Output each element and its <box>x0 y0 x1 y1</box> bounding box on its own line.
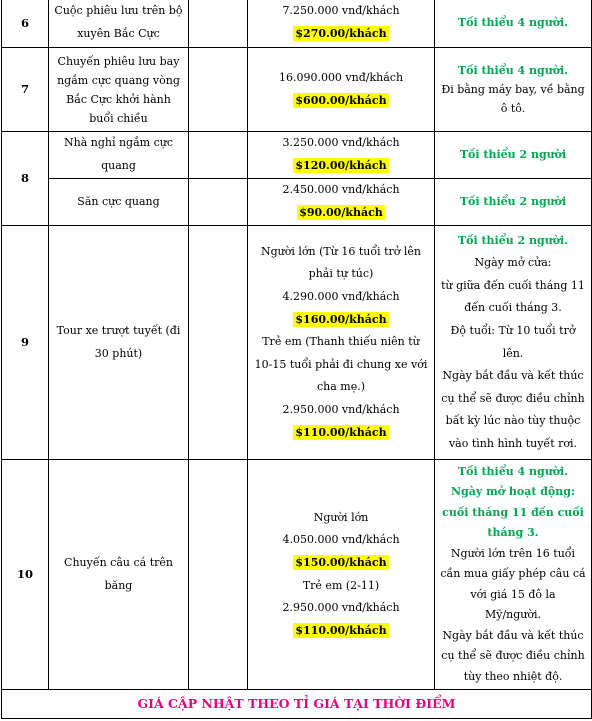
price-line: Trẻ em (2-11) <box>302 578 380 592</box>
tour-name-cell <box>49 460 189 690</box>
tour-name-line: Chuyến câu cá trên <box>64 555 173 569</box>
price-vnd: 2.950.000 vnđ/khách <box>282 402 400 416</box>
tour-name-line: buổi chiều <box>89 111 148 125</box>
note-cell <box>435 460 592 690</box>
tour-name-line: băng <box>104 578 133 592</box>
price-vnd: 7.250.000 vnđ/khách <box>282 4 400 18</box>
note-line: Độ tuổi: Từ 10 tuổi trở <box>450 323 576 337</box>
note-line: lên. <box>502 346 524 360</box>
tour-price-table <box>1 0 592 719</box>
empty-cell <box>189 179 248 226</box>
price-usd: $160.00/khách <box>295 312 387 326</box>
tour-name-line: Cuộc phiêu lưu trên bộ <box>54 4 183 18</box>
price-cell <box>248 460 435 690</box>
price-line: Người lớn <box>313 510 369 524</box>
note-cell <box>435 226 592 460</box>
note-line: vào tình hình tuyết rơi. <box>448 436 578 450</box>
tour-name-line: Tour xe trượt tuyết (đi <box>56 323 181 337</box>
price-cell <box>248 226 435 460</box>
tour-name-line: Chuyến phiêu lưu bay <box>57 54 180 68</box>
price-line: Trẻ em (Thanh thiếu niên từ <box>262 335 420 349</box>
note-cell <box>435 132 592 179</box>
note-line: cụ thể sẽ được điều chỉnh <box>441 649 585 663</box>
note-line: Ngày bắt đầu và kết thúc <box>442 369 584 383</box>
table-row <box>2 0 592 48</box>
empty-cell <box>189 48 248 132</box>
tour-name-line: 30 phút) <box>94 346 143 360</box>
note-line: Tối thiểu 4 người. <box>457 64 569 77</box>
note-line: Tối thiểu 2 người <box>459 147 567 161</box>
note-cell <box>435 0 592 48</box>
price-vnd: 2.950.000 vnđ/khách <box>282 601 400 615</box>
tour-name-line: Nhà nghỉ ngắm cực <box>63 136 173 150</box>
price-update-notice: GIÁ CẬP NHẬT THEO TỈ GIÁ TẠI THỜI ĐIỂM <box>2 690 592 719</box>
note-line: Tối thiểu 2 người <box>459 194 567 208</box>
note-line: từ giữa đến cuối tháng 11 <box>441 278 585 292</box>
stt-cell: 10 <box>2 460 49 690</box>
table-row <box>2 179 592 226</box>
price-usd: $110.00/khách <box>295 425 387 439</box>
table-row <box>2 132 592 179</box>
note-line: tháng 3. <box>487 526 539 540</box>
note-line: cuối tháng 11 đến cuối <box>442 505 584 519</box>
price-line: 10-15 tuổi phải đi chung xe với <box>254 357 428 371</box>
tour-name-cell <box>49 48 189 132</box>
note-line: Mỹ/người. <box>484 608 542 622</box>
price-vnd: 16.090.000 vnđ/khách <box>278 70 404 84</box>
price-cell <box>248 132 435 179</box>
price-line: phải tự túc) <box>308 267 374 281</box>
stt-cell: 6 <box>2 0 49 48</box>
tour-name-line: quang <box>101 159 136 172</box>
tour-name-cell <box>49 0 189 48</box>
table-row <box>2 226 592 460</box>
tour-name-line: Bắc Cực khởi hành <box>66 92 171 106</box>
price-cell <box>248 179 435 226</box>
note-line: Tối thiểu 2 người. <box>457 233 569 247</box>
price-vnd: 4.290.000 vnđ/khách <box>282 290 400 304</box>
note-line: bất kỳ lúc nào tùy thuộc <box>445 414 581 428</box>
table-row <box>2 48 592 132</box>
price-usd: $600.00/khách <box>295 93 387 107</box>
note-line: Ngày mở hoạt động: <box>450 485 576 499</box>
note-line: ô tô. <box>500 102 526 115</box>
note-cell <box>435 179 592 226</box>
price-usd: $270.00/khách <box>295 27 387 40</box>
tour-name-line: xuyên Bắc Cực <box>77 27 160 40</box>
tour-name-cell <box>49 226 189 460</box>
price-usd: $90.00/khách <box>299 206 383 219</box>
note-line: Tối thiểu 4 người. <box>457 464 569 478</box>
tour-name-cell <box>49 132 189 179</box>
price-cell <box>248 48 435 132</box>
empty-cell <box>189 0 248 48</box>
empty-cell <box>189 460 248 690</box>
price-usd: $110.00/khách <box>295 623 387 637</box>
price-vnd: 2.450.000 vnđ/khách <box>282 183 400 197</box>
stt-cell: 7 <box>2 48 49 132</box>
price-cell <box>248 0 435 48</box>
price-usd: $120.00/khách <box>295 159 387 172</box>
price-vnd: 4.050.000 vnđ/khách <box>282 533 400 547</box>
tour-name-cell <box>49 179 189 226</box>
tour-name-line: ngắm cực quang vòng <box>57 73 180 87</box>
tour-name-line: Săn cực quang <box>77 194 160 208</box>
note-line: cần mua giấy phép câu cá <box>440 567 586 581</box>
note-line: tùy theo nhiệt độ. <box>463 669 563 683</box>
price-usd: $150.00/khách <box>295 555 387 569</box>
price-line: cha mẹ.) <box>316 380 366 394</box>
price-vnd: 3.250.000 vnđ/khách <box>282 136 400 150</box>
footer-row <box>2 690 592 719</box>
note-line: đến cuối tháng 3. <box>464 301 562 315</box>
empty-cell <box>189 132 248 179</box>
note-cell <box>435 48 592 132</box>
price-line: Người lớn (Từ 16 tuổi trở lên <box>261 244 421 258</box>
note-line: Tối thiểu 4 người. <box>457 15 569 29</box>
note-line: Ngày mở cửa: <box>474 256 552 270</box>
table-row <box>2 460 592 690</box>
note-line: với giá 15 đô la <box>470 587 556 601</box>
note-line: cụ thể sẽ được điều chỉnh <box>441 391 585 405</box>
stt-cell: 9 <box>2 226 49 460</box>
stt-cell: 8 <box>2 132 49 226</box>
note-line: Người lớn trên 16 tuổi <box>450 546 576 560</box>
note-line: Đi bằng máy bay, về bằng <box>441 83 585 96</box>
empty-cell <box>189 226 248 460</box>
note-line: Ngày bắt đầu và kết thúc <box>442 628 584 642</box>
